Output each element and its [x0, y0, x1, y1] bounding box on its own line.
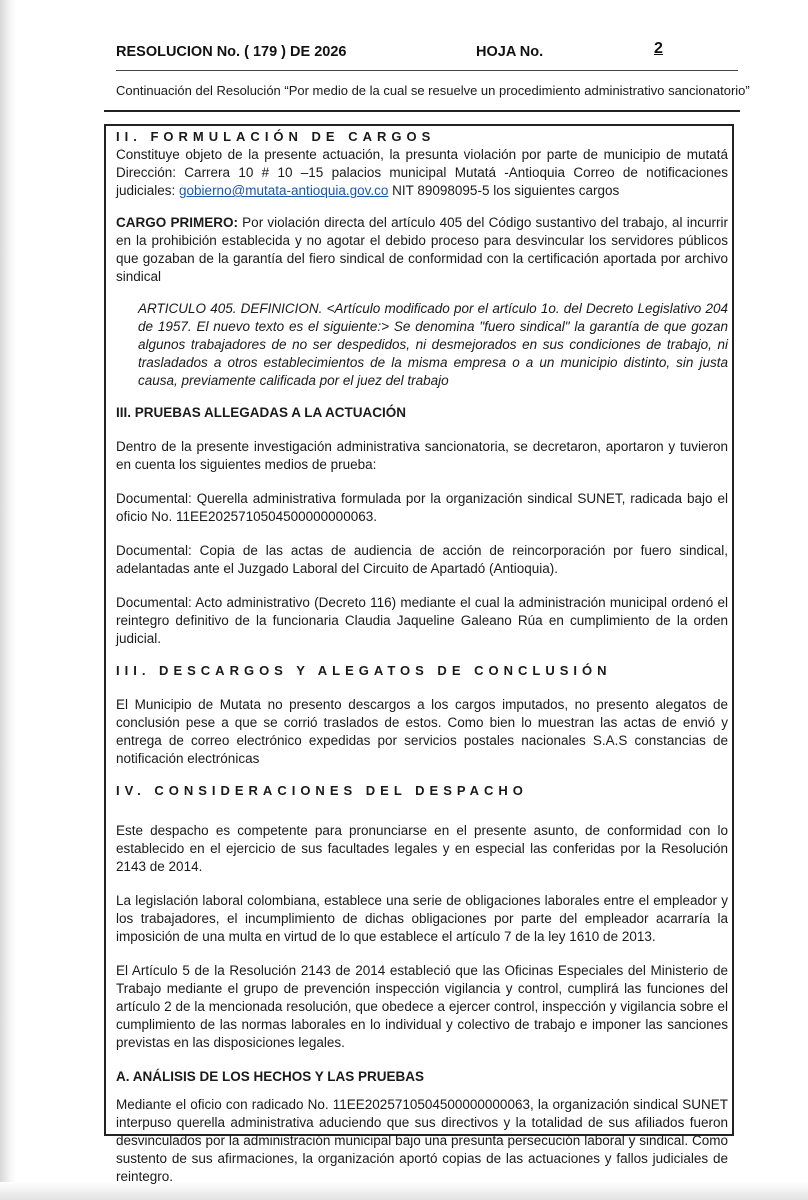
descargos-paragraph: El Municipio de Mutata no presento descargos a los cargos imputados, no presento alegatos de conclusión pese a que se corrió traslados de estos. Como bien lo muestran las actas de envió y entrega de correo electrónico expedidas por servicios postales nacionales S.A.S constancias de notificación electrónicas: [116, 697, 728, 766]
evidence-item: Documental: Querella administrativa formulada por la organización sindical SUNET, radicada bajo el oficio No. 11EE2025710504500000000063.: [116, 491, 728, 524]
document-subtitle: Continuación del Resolución “Por medio de la cual se resuelve un procedimiento administrativo sancionatorio”: [116, 83, 750, 98]
section-intro-paragraph: [116, 146, 728, 200]
resolution-number: RESOLUCION No. ( 179 ) DE 2026: [116, 44, 347, 60]
intro-text-b: NIT 89098095-5 los siguientes cargos: [388, 183, 620, 198]
consideraciones-paragraph: Este despacho es competente para pronunciarse en el presente asunto, de conformidad con lo establecido en el ejercicio de sus facultades legales y en especial las conferidas por la Resolución 2143 de 2014.: [116, 823, 728, 874]
section-title-formulacion: II. FORMULACIÓN DE CARGOS: [116, 129, 436, 144]
email-link[interactable]: gobierno@mutata-antioquia.gov.co: [179, 183, 389, 198]
subtitle-divider: [104, 110, 740, 112]
evidence-item: Documental: Copia de las actas de audiencia de acción de reincorporación por fuero sindical, adelantadas ante el Juzgado Laboral del Circuito de Apartadó (Antioquia).: [116, 543, 728, 576]
page-number: 2: [654, 40, 663, 57]
cargo-text: Por violación directa del artículo 405 del Código sustantivo del trabajo, al incurrir en la prohibición establecida y no agotar el debido proceso para desvincular los servidores públicos que gozaban de la garantía del fiero sindical de conformidad con la certificación aportada por archivo sindical: [116, 215, 728, 284]
intro-text-a: Constituye objeto de la presente actuación, la presunta violación por parte de municipio de mutatá Dirección: Carrera 10 # 10 –15 palacios municipal Mutatá -Antioquia Correo de notificaciones judiciales:: [116, 147, 728, 198]
evidence-item: Documental: Acto administrativo (Decreto 116) mediante el cual la administración municipal ordenó el reintegro definitivo de la funcionaria Claudia Jaqueline Galeano Rúa en cumplimiento de la orden judicial.: [116, 595, 728, 646]
cargo-label: CARGO PRIMERO:: [116, 215, 238, 230]
consideraciones-paragraph: La legislación laboral colombiana, establece una serie de obligaciones laborales entre el empleador y los trabajadores, el incumplimiento de dichas obligaciones por parte del empleador acarraría la imposición de una multa en virtud de lo que establece el artículo 7 de la ley 1610 de 2013.: [116, 893, 728, 944]
document-body: [116, 128, 728, 1186]
analisis-paragraph: Mediante el oficio con radicado No. 11EE2025710504500000000063, la organización sindical SUNET interpuso querella administrativa aduciendo que sus directivos y la totalidad de sus afiliados fueron desvinculados por la administración municipal bajo una presunta persecución laboral y sindical. Como sustento de sus afirmaciones, la organización aportó copias de las actuaciones y fallos judiciales de reintegro.: [116, 1097, 728, 1184]
consideraciones-paragraph: El Artículo 5 de la Resolución 2143 de 2014 estableció que las Oficinas Especiales del Ministerio de Trabajo mediante el grupo de prevención inspección vigilancia y control, cumplirá las funciones del artículo 2 de la mencionada resolución, que obedece a ejercer control, inspección y vigilancia sobre el cumplimiento de las normas laborales en lo individual y colectivo de trabajo e imponer las sanciones previstas en las disposiciones legales.: [116, 963, 728, 1050]
pruebas-intro: Dentro de la presente investigación administrativa sancionatoria, se decretaron, aportaron y tuvieron en cuenta los siguientes medios de prueba:: [116, 439, 728, 472]
article-quote: ARTICULO 405. DEFINICION. <Artículo modificado por el artículo 1o. del Decreto Legislativo 204 de 1957. El nuevo texto es el siguiente:> Se denomina "fuero sindical" la garantía de que gozan algunos trabajadores de no ser despedidos, ni desmejorados en sus condiciones de trabajo, ni trasladados a otros establecimientos de la misma empresa o a un municipio distinto, sin justa causa, previamente calificada por el juez del trabajo: [138, 301, 728, 388]
header-divider: [116, 70, 738, 71]
cargo-primero-paragraph: [116, 214, 728, 286]
section-title-consideraciones: IV. CONSIDERACIONES DEL DESPACHO: [116, 783, 528, 798]
section-title-pruebas: III. PRUEBAS ALLEGADAS A LA ACTUACIÓN: [116, 405, 406, 420]
hoja-label: HOJA No.: [476, 44, 544, 60]
section-title-descargos: III. DESCARGOS Y ALEGATOS DE CONCLUSIÓN: [116, 663, 612, 678]
subsection-title-analisis: A. ANÁLISIS DE LOS HECHOS Y LAS PRUEBAS: [116, 1069, 425, 1084]
page-edge-shadow: [0, 0, 16, 1200]
